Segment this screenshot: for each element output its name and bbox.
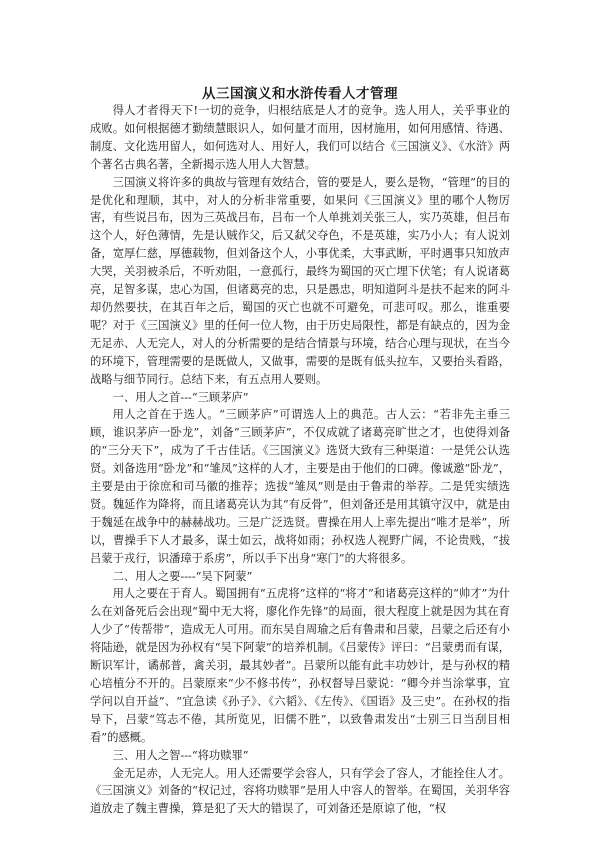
section-heading-3: 三、用人之智---“将功赎罪”: [112, 748, 249, 762]
paragraph-intro: 得人才者得天下!一切的竞争，归根结底是人才的竞争。选人用人，关乎事业的成败。如何根据德才勤绩慧眼识人，如何量才而用，因材施用，如何用感情、待遇、制度、文化选用留人，如何选对人、用好人，我们可以结合《三国演义》、《水浒》两个著名古典名著，全新揭示选人用人大智慧。: [90, 104, 510, 171]
section-heading-1: 一、用人之首---“三顾茅庐”: [112, 390, 249, 404]
paragraph-section-3: 金无足赤，人无完人。用人还需要学会容人，只有学会了容人，才能拴住人才。《三国演义》刘备的“权记过，容将功赎罪”是用人中容人的智举。在蜀国，关羽华容道放走了魏主曹操，算是犯了天大的错误了，可刘备还是原谅了他，“权: [90, 766, 510, 816]
paragraph-section-1: 用人之首在于选人。“三顾茅庐”可谓选人上的典范。古人云：“若非先主垂三顾，谁识茅庐一卧龙”，刘备“三顾茅庐”，不仅成就了诸葛亮旷世之才，也使得刘备的“三分天下”，成为了千古佳话。《三国演义》选贤大致有三种渠道：一是凭公认选贤。刘备选用“卧龙”和“雏凤”这样的人才，主要是由于他们的口碑。像诚邀“卧龙”，主要是由于徐庶和司马徽的推荐；选拔“雏凤”则是由于鲁肃的举荐。二是凭实绩选贤。魏延作为降将，而且诸葛亮认为其“有反骨”，但刘备还是用其镇守汉中，就是由于魏延在战争中的赫赫战功。三是广泛选贤。曹操在用人上率先提出“唯才是举”，所以，曹操手下人才最多，谋士如云，战将如雨；孙权选人视野广阔，不论贵贱，“拔吕蒙于戎行，识潘璋于系虏”，所以手下出身“寒门”的大将很多。: [90, 408, 510, 565]
paragraph-overview: 三国演义将许多的典故与管理有效结合，管的要是人，要么是物，“管理”的目的是优化和理顺，其中，对人的分析非常重要，如果问《三国演义》里的哪个人物厉害，有些说吕布，因为三英战吕布，吕布一个人单挑刘关张三人，实乃英雄，但吕布这个人，好色薄情，先是认贼作父，后又弑父夺色，不是英雄，实乃小人；有人说刘备，宽厚仁慈，厚德载物，但刘备这个人，小事优柔，大事武断，平时遇事只知放声大哭，关羽被杀后，不听劝阻，一意孤行，最终为蜀国的灭亡埋下伏笔；有人说诸葛亮，足智多谋，忠心为国，但诸葛亮的忠，只是愚忠，明知道阿斗是扶不起来的阿斗却仍然要扶，在其百年之后，蜀国的灭亡也就不可避免，可悲可叹。那么，谁重要呢？对于《三国演义》里的任何一位人物，由于历史局限性，都是有缺点的，因为金无足赤、人无完人，对人的分析需要的是结合情景与环境，结合心理与现状，在当今的环境下，管理需要的是既做人，又做事，需要的是既有低头拉车，又要抬头看路，战略与细节同行。总结下来，有五点用人要则。: [90, 175, 510, 386]
document-body: [90, 102, 510, 818]
paragraph-section-2: 用人之要在于育人。蜀国拥有“五虎将”这样的“将才”和诸葛亮这样的“帅才”为什么在刘备死后会出现“蜀中无大将，廖化作先锋”的局面，很大程度上就是因为其在育人少了“传帮带”，造成无人可用。而东吴自周瑜之后有鲁肃和吕蒙，吕蒙之后还有小将陆逊，就是因为孙权有“吴下阿蒙”的培养机制。《吕蒙传》评曰：“吕蒙勇而有谋，断识军计，谲郝普，禽关羽，最其妙者”。吕蒙所以能有此丰功妙计，是与孙权的精心培植分不开的。吕蒙原来“少不修书传”，孙权督导吕蒙说：“卿今并当涂掌事，宜学问以自开益”、“宜急读《孙子》、《六韬》、《左传》、《国语》及三史”。在孙权的指导下，吕蒙“笃志不倦，其所览见，旧儒不胜”，以致鲁肃发出“士别三日当刮目相看”的感概。: [90, 587, 510, 744]
document-title: 从三国演义和水浒传看人才管理: [202, 86, 398, 102]
section-heading-2: 二、用人之要----“吴下阿蒙”: [112, 569, 253, 583]
